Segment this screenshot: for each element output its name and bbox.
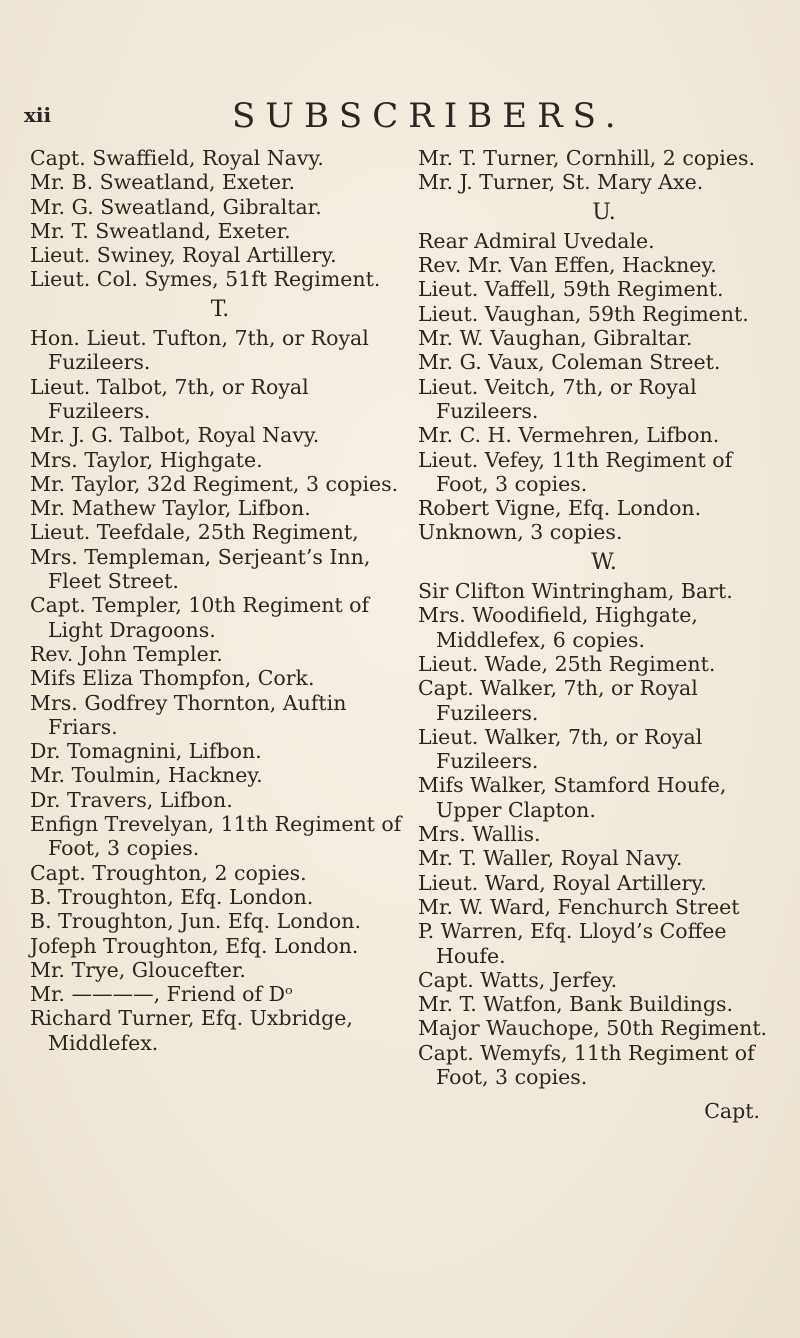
subscriber-entry: Mr. J. Turner, St. Mary Axe.	[418, 170, 704, 195]
subscriber-entry: Mr. T. Turner, Cornhill, 2 copies.	[418, 146, 756, 170]
subscriber-entry: Mifs Walker, Stamford Houfe, Upper Clapton.	[418, 773, 727, 822]
subscriber-entry: Mr. W. Ward, Fenchurch Street	[418, 894, 740, 919]
subscriber-entry: Dr. Tomagnini, Lifbon.	[30, 739, 262, 764]
subscriber-entry: Major Wauchope, 50th Regiment.	[418, 1016, 768, 1041]
subscriber-entry: Mr. T. Waller, Royal Navy.	[418, 846, 683, 871]
subscriber-entry: Hon. Lieut. Tufton, 7th, or Royal Fuzileers.	[30, 326, 369, 375]
subscriber-entry: Mrs. Woodifield, Highgate, Middlefex, 6 copies.	[418, 603, 698, 652]
subscriber-entry: Rev. Mr. Van Effen, Hackney.	[418, 253, 717, 278]
subscriber-entry: Capt. Watts, Jerfey.	[418, 967, 618, 992]
catchword: Capt.	[704, 1099, 760, 1124]
subscriber-entry: Lieut. Wade, 25th Regiment.	[418, 651, 716, 676]
subscriber-entry: Lieut. Veitch, 7th, or Royal Fuzileers.	[418, 374, 697, 423]
subscriber-entry: Capt. Wemyfs, 11th Regiment of Foot, 3 copies.	[418, 1040, 755, 1089]
running-head: SUBSCRIBERS.	[232, 96, 626, 136]
section-letter: T.	[210, 296, 230, 322]
subscriber-entry: Rear Admiral Uvedale.	[418, 228, 655, 253]
section-letter: W.	[591, 549, 617, 575]
subscriber-entry: B. Troughton, Jun. Efq. London.	[30, 909, 361, 934]
subscriber-entry: Mr. Trye, Gloucefter.	[30, 957, 246, 982]
subscriber-entry: Mr. Taylor, 32d Regiment, 3 copies.	[30, 471, 399, 496]
subscriber-entry: Mr. Mathew Taylor, Lifbon.	[30, 496, 311, 521]
page-number: xii	[24, 103, 52, 127]
subscriber-entry: Robert Vigne, Efq. London.	[418, 496, 702, 521]
subscriber-entry: Mr. Toulmin, Hackney.	[30, 763, 263, 788]
subscriber-entry: P. Warren, Efq. Lloyd’s Coffee Houfe.	[418, 919, 727, 968]
subscriber-entry: Mr. T. Sweatland, Exeter.	[30, 218, 291, 243]
subscriber-entry: B. Troughton, Efq. London.	[30, 884, 314, 909]
left-column	[30, 146, 410, 1055]
subscriber-entry: Mr. C. H. Vermehren, Lifbon.	[418, 423, 720, 448]
subscriber-entry: Mrs. Wallis.	[418, 822, 541, 847]
subscriber-entry: Lieut. Col. Symes, 51ft Regiment.	[30, 267, 381, 292]
subscriber-entry: Lieut. Vefey, 11th Regiment of Foot, 3 copies.	[418, 447, 733, 496]
subscriber-entry: Rev. John Templer.	[30, 641, 223, 666]
subscriber-entry: Lieut. Vaughan, 59th Regiment.	[418, 301, 749, 326]
subscriber-entry: Sir Clifton Wintringham, Bart.	[418, 579, 733, 604]
subscriber-entry: Lieut. Ward, Royal Artillery.	[418, 870, 707, 895]
subscriber-entry: Dr. Travers, Lifbon.	[30, 787, 233, 812]
subscriber-entry: Capt. Troughton, 2 copies.	[30, 860, 307, 885]
subscriber-entry: Capt. Walker, 7th, or Royal Fuzileers.	[418, 676, 698, 725]
subscriber-entry: Richard Turner, Efq. Uxbridge, Middlefex.	[30, 1006, 353, 1055]
subscriber-entry: Lieut. Teefdale, 25th Regiment,	[30, 520, 359, 545]
subscriber-entry: Lieut. Swiney, Royal Artillery.	[30, 243, 337, 268]
right-column	[418, 146, 790, 1124]
subscriber-entry: Mr. G. Sweatland, Gibraltar.	[30, 194, 322, 219]
subscriber-entry: Mrs. Godfrey Thornton, Auftin Friars.	[30, 690, 347, 739]
subscriber-entry: Lieut. Vaffell, 59th Regiment.	[418, 277, 724, 302]
subscriber-entry: Mrs. Templeman, Serjeant’s Inn, Fleet Street.	[30, 544, 371, 594]
subscriber-entry: Lieut. Talbot, 7th, or Royal Fuzileers.	[30, 374, 309, 423]
subscriber-entry: Capt. Templer, 10th Regiment of Light Dragoons.	[30, 593, 370, 642]
subscriber-entry: Mr. ————, Friend of Dᵒ	[30, 982, 293, 1007]
subscriber-entry: Mr. J. G. Talbot, Royal Navy.	[30, 423, 320, 448]
subscriber-entry: Unknown, 3 copies.	[418, 520, 623, 545]
subscriber-entry: Mr. B. Sweatland, Exeter.	[30, 170, 296, 195]
subscriber-entry: Mr. T. Watfon, Bank Buildings.	[418, 992, 734, 1017]
subscriber-entry: Enfign Trevelyan, 11th Regiment of Foot, 3 copies.	[30, 812, 402, 861]
subscriber-entry: Mr. G. Vaux, Coleman Street.	[418, 350, 721, 375]
subscriber-entry: Mr. W. Vaughan, Gibraltar.	[418, 326, 693, 351]
subscriber-entry: Mifs Eliza Thompfon, Cork.	[30, 666, 315, 691]
section-letter: U.	[592, 199, 616, 225]
subscriber-entry: Jofeph Troughton, Efq. London.	[30, 933, 359, 958]
subscriber-entry: Lieut. Walker, 7th, or Royal Fuzileers.	[418, 724, 703, 774]
subscriber-entry: Capt. Swaffield, Royal Navy.	[30, 146, 324, 170]
subscriber-entry: Mrs. Taylor, Highgate.	[30, 447, 263, 472]
